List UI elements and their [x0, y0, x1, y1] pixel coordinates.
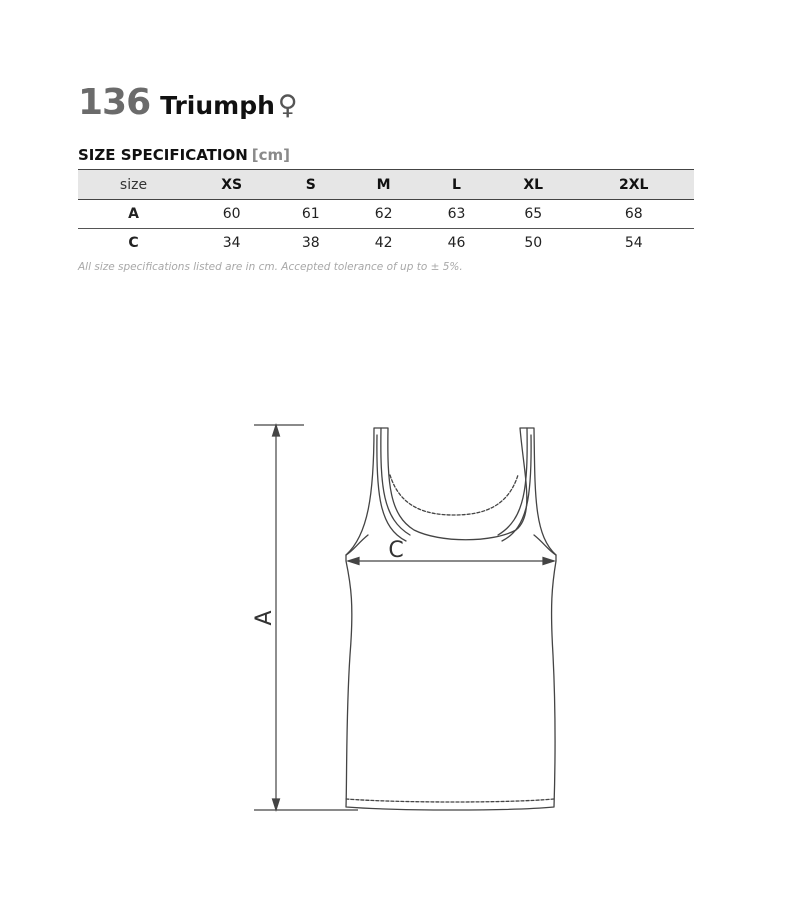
- table-cell: 60: [189, 200, 274, 229]
- size-table: [78, 169, 694, 257]
- size-header-xl: XL: [493, 170, 574, 200]
- product-code: 136: [78, 82, 151, 123]
- table-cell: 62: [347, 200, 420, 229]
- row-label: A: [78, 200, 189, 229]
- female-icon: ♀: [277, 90, 298, 121]
- product-title: [78, 82, 298, 123]
- table-row-c: [78, 229, 694, 258]
- table-cell: 61: [274, 200, 347, 229]
- size-header-m: M: [347, 170, 420, 200]
- product-name: Triumph: [160, 91, 275, 120]
- table-cell: 42: [374, 235, 393, 251]
- tank-top-outline: [346, 428, 556, 810]
- size-header-s: S: [274, 170, 347, 200]
- table-cell: 63: [420, 200, 493, 229]
- size-specification-heading: [78, 146, 290, 164]
- tank-top-diagram: [240, 415, 580, 825]
- table-cell: 68: [574, 200, 694, 229]
- size-header-2xl: 2XL: [574, 170, 694, 200]
- table-cell: 50: [524, 235, 543, 251]
- dimension-c-label: C: [388, 538, 404, 563]
- size-header-row: [78, 170, 694, 200]
- size-header-l: L: [420, 170, 493, 200]
- size-header-xs: XS: [189, 170, 274, 200]
- tolerance-note: All size specifications listed are in cm. Accepted tolerance of up to ± 5%.: [78, 261, 463, 273]
- table-cell: 46: [447, 235, 466, 251]
- size-header-label: size: [78, 170, 189, 200]
- table-cell: 34: [222, 235, 241, 251]
- table-row-a: [78, 200, 694, 229]
- dimension-a-label: A: [252, 610, 277, 626]
- dimension-c: [348, 558, 554, 565]
- table-cell: 65: [493, 200, 574, 229]
- table-cell: 38: [301, 235, 320, 251]
- spec-heading-text: SIZE SPECIFICATION: [78, 146, 248, 164]
- table-cell: 54: [624, 235, 643, 251]
- spec-unit: [cm]: [251, 146, 290, 164]
- row-label: C: [128, 235, 139, 251]
